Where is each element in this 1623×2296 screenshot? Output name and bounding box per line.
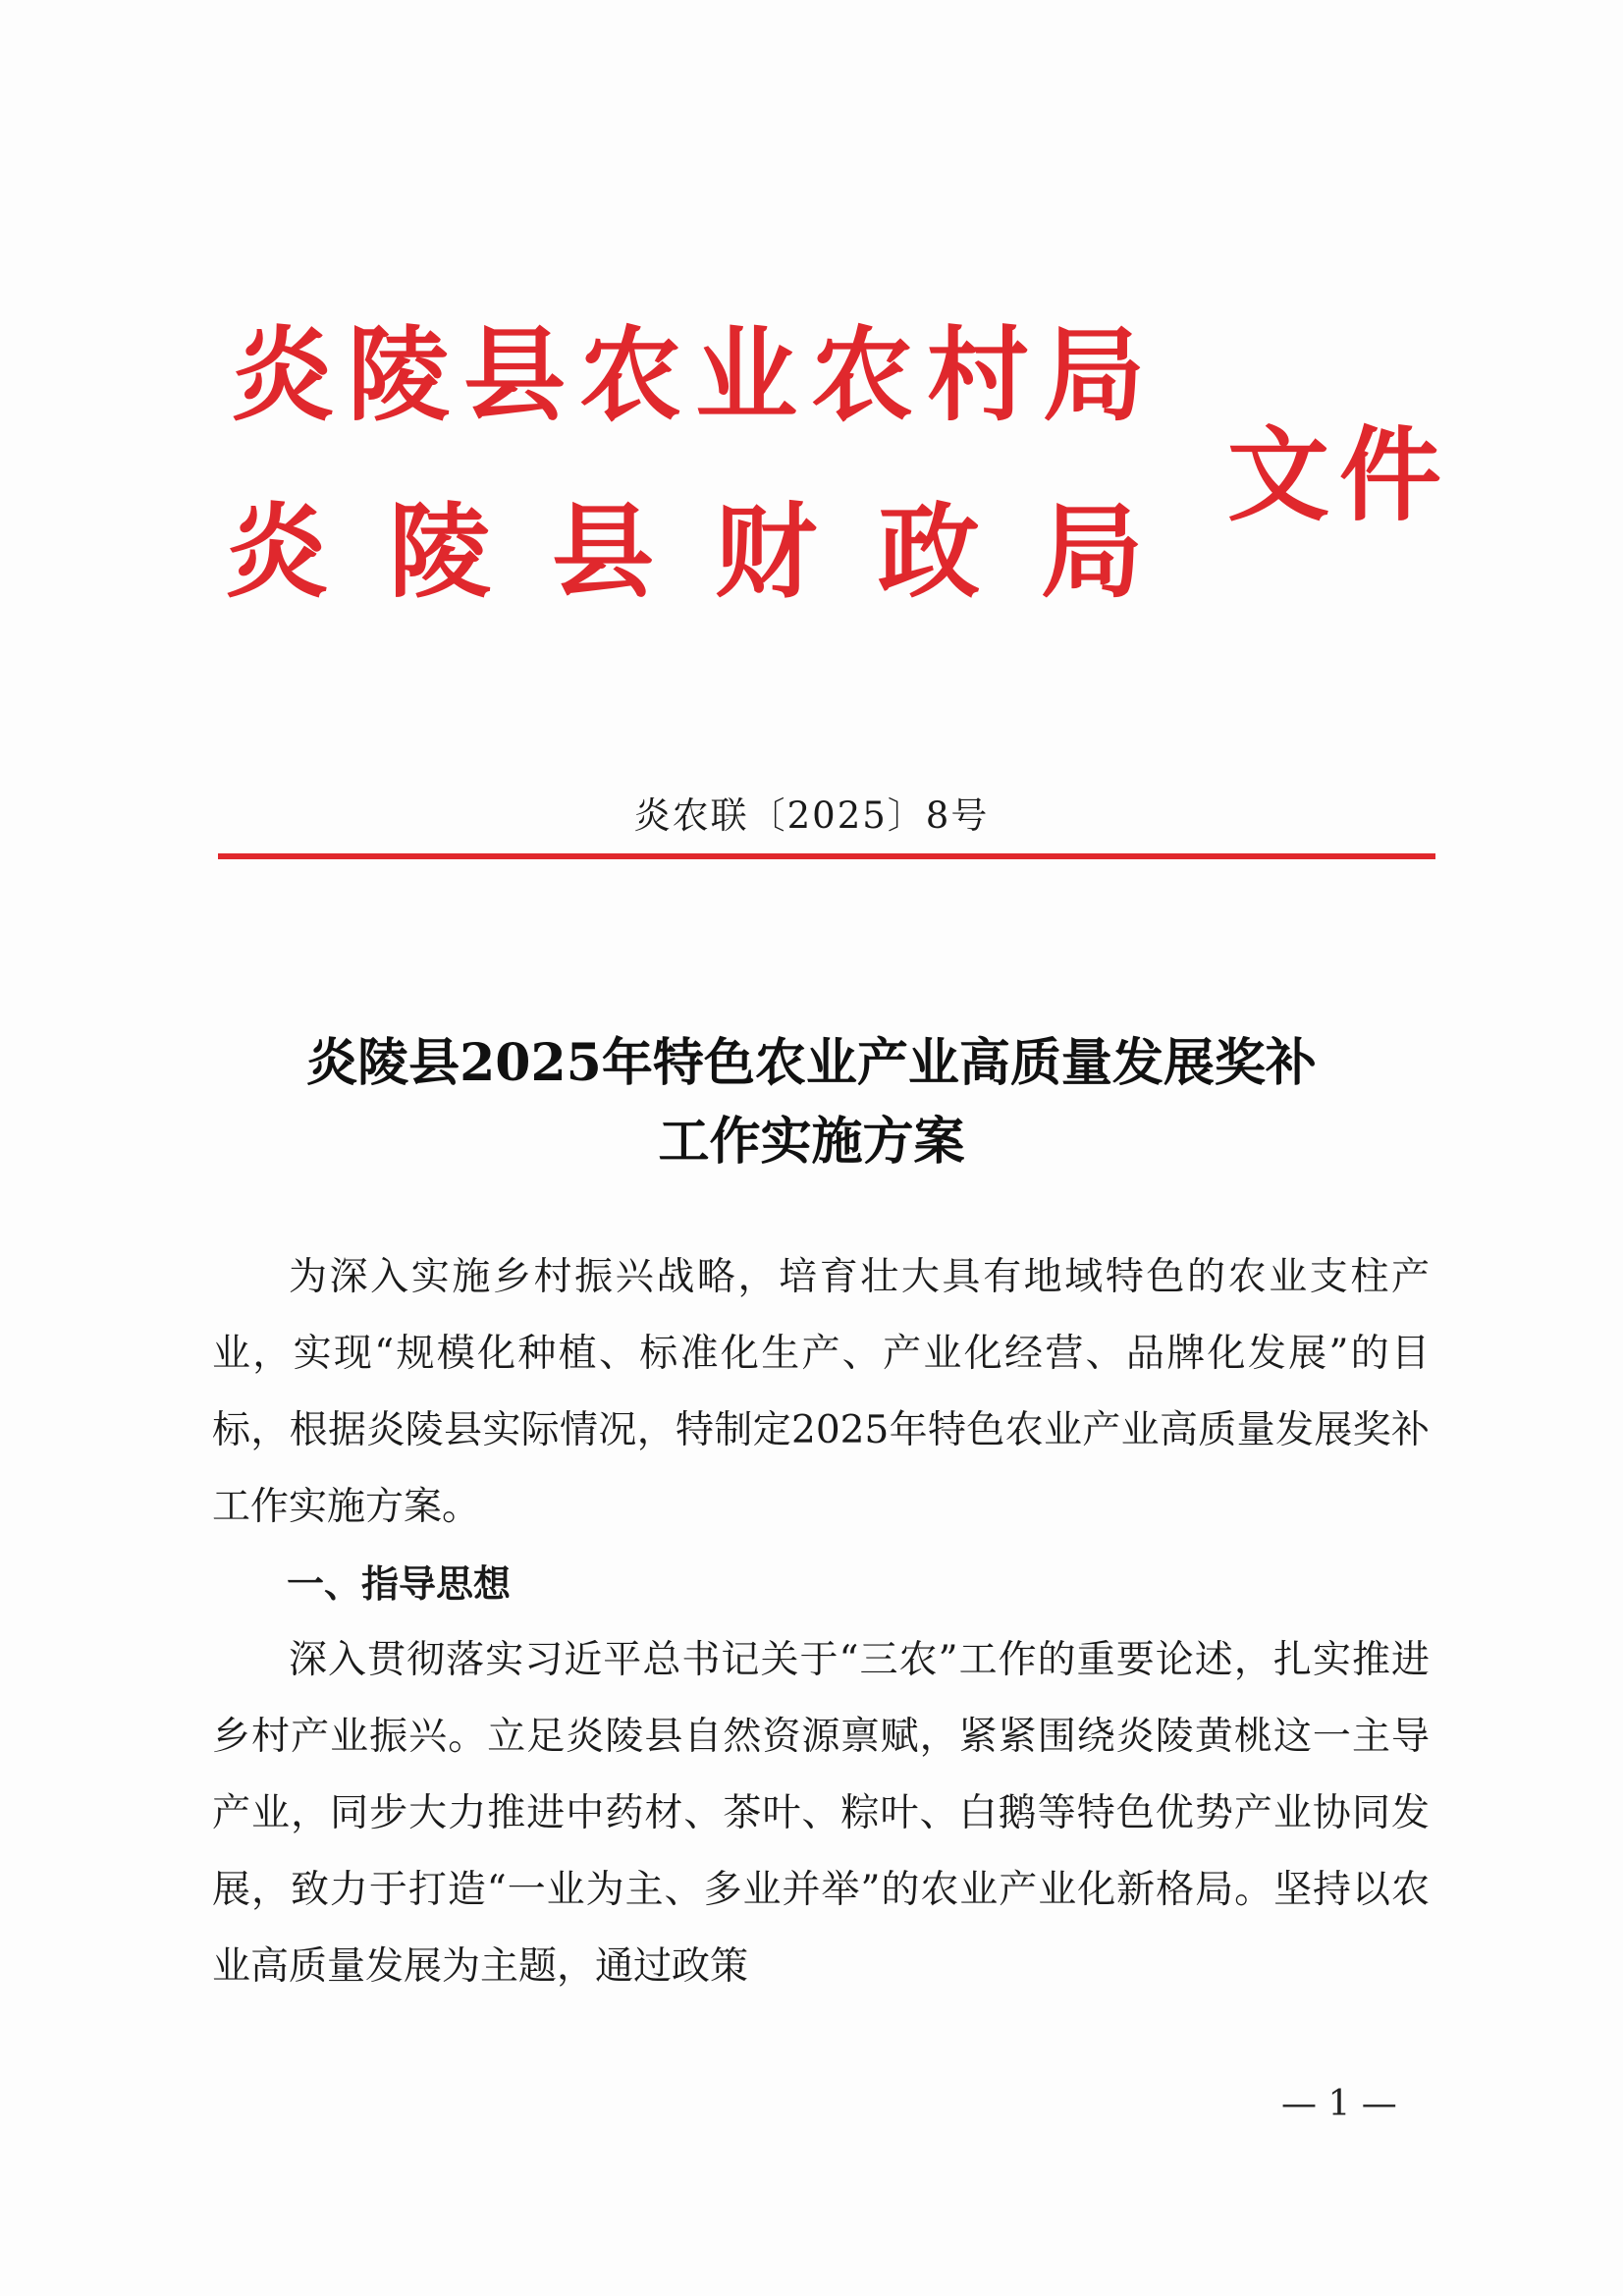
intro-paragraph: 为深入实施乡村振兴战略，培育壮大具有地域特色的农业支柱产业，实现“规模化种植、标准化生产、产业化经营、品牌化发展”的目标，根据炎陵县实际情况，特制定2025年特色农业产业高质量发展奖补工作实施方案。 <box>212 1255 1430 1529</box>
page-number: — 1 — <box>1281 2084 1397 2124</box>
red-divider-line <box>218 853 1435 859</box>
issuer-title-agriculture-bureau: 炎陵县农业农村局 <box>232 314 1160 435</box>
document-heading-line-1: 炎陵县2025年特色农业产业高质量发展奖补 <box>306 1033 1317 1093</box>
issuer-title-suffix: 文件 <box>1227 414 1452 535</box>
document-heading-line-2: 工作实施方案 <box>658 1112 965 1172</box>
document-number: 炎农联〔2025〕8号 <box>633 794 990 837</box>
document-body <box>212 1239 1430 2005</box>
section-title-guiding-ideology: 一、指导思想 <box>287 1562 512 1606</box>
issuer-title-finance-bureau: 炎陵县财政局 <box>226 491 1205 612</box>
section-paragraph-guiding-ideology: 深入贯彻落实习近平总书记关于“三农”工作的重要论述，扎实推进乡村产业振兴。立足炎陵县自然资源禀赋，紧紧围绕炎陵黄桃这一主导产业，同步大力推进中药材、茶叶、粽叶、白鹅等特色优势产业协同发展，致力于打造“一业为主、多业并举”的农业产业化新格局。坚持以农业高质量发展为主题，通过政策 <box>212 1638 1430 1989</box>
